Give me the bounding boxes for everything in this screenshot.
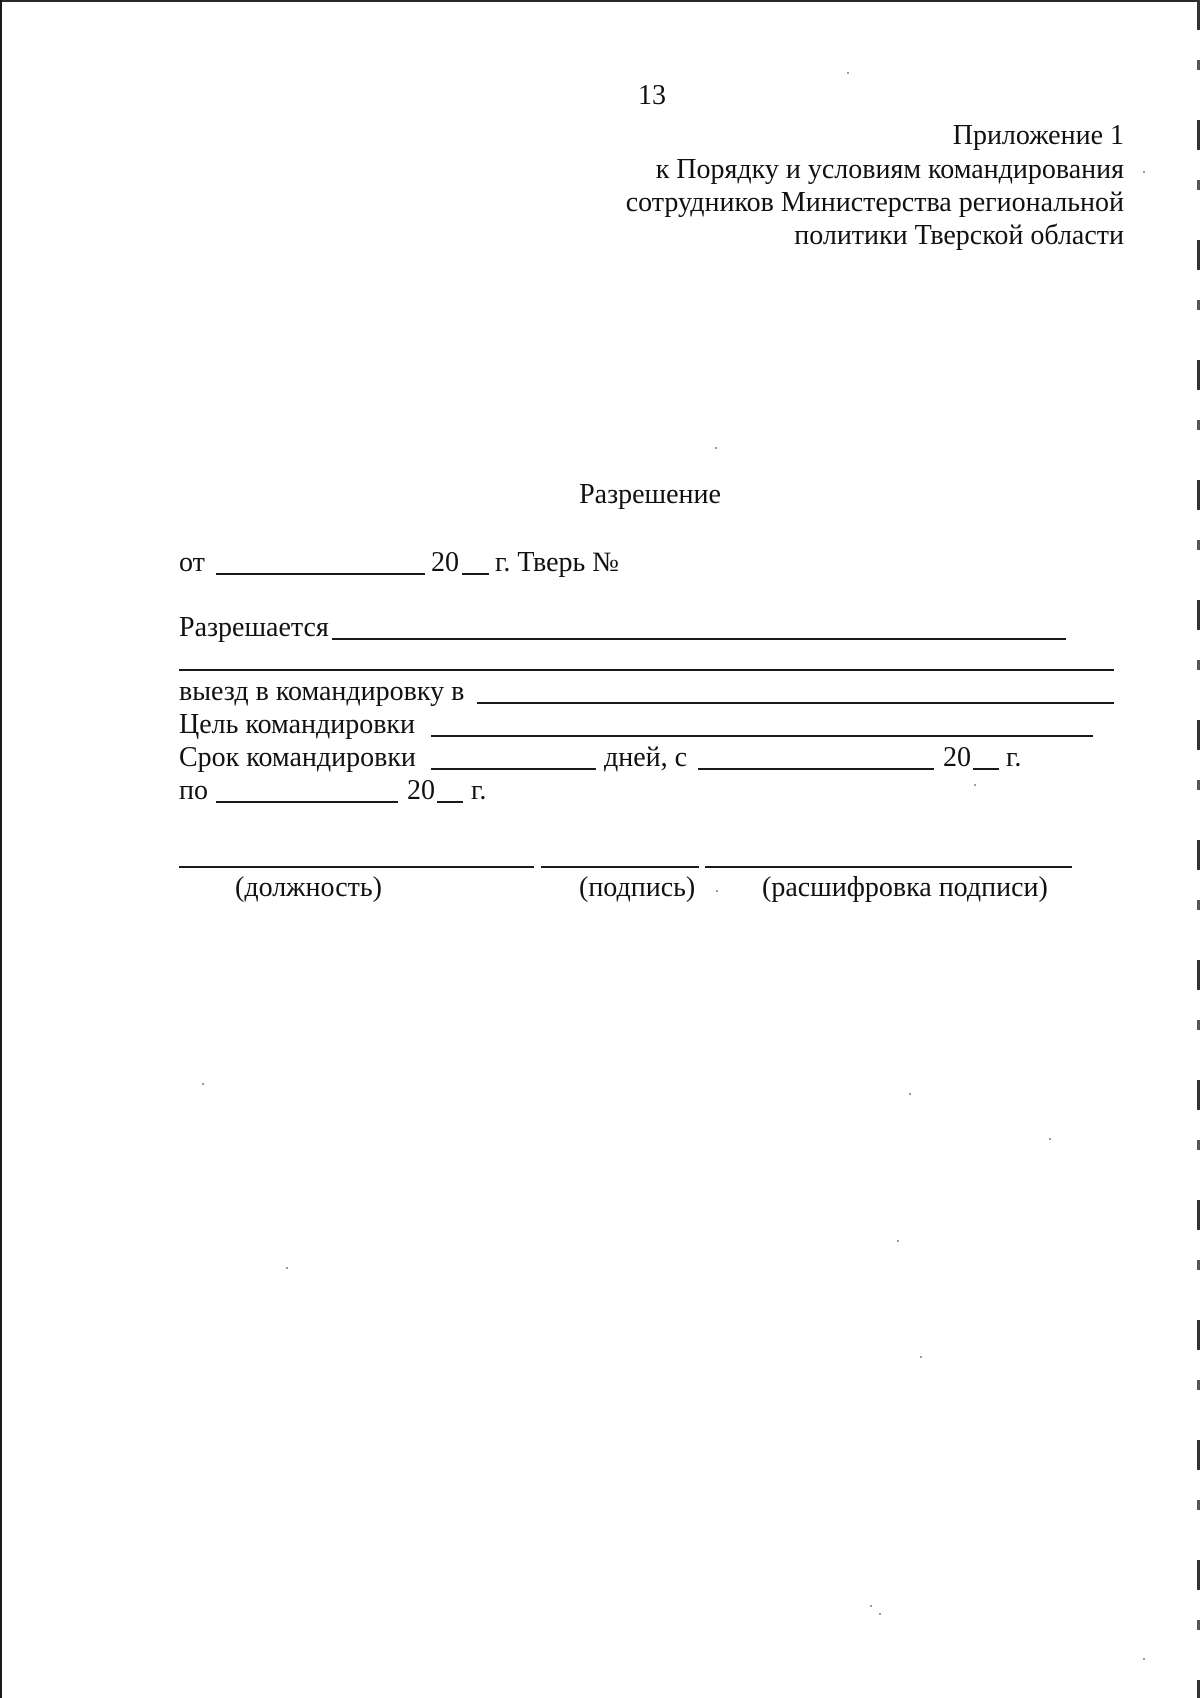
term-label: Срок командировки [179,742,416,773]
permitted-label: Разрешается [179,612,329,643]
start-year-suffix: г. [1006,742,1022,773]
purpose-field-line [431,735,1093,737]
scan-speck [1143,1658,1145,1660]
end-year-prefix: 20 [407,775,435,806]
scan-speck [1049,1138,1051,1140]
trip-destination-label: выезд в командировку в [179,676,465,707]
date-field-line [216,573,425,575]
signature-line [541,866,699,868]
scan-speck [202,1083,204,1085]
end-date-field-line [216,801,398,803]
year-field-line [462,573,489,575]
scan-speck [286,1267,288,1269]
decoding-caption: (расшифровка подписи) [762,872,1048,903]
start-year-field-line [973,768,999,770]
scan-speck [1143,171,1145,173]
document-title: Разрешение [579,479,721,510]
scan-speck [870,1605,872,1607]
scan-speck [715,447,717,449]
header-appendix: Приложение 1 [952,120,1124,151]
purpose-label: Цель командировки [179,709,416,740]
permitted-field-line [332,638,1066,640]
page-number: 13 [638,80,666,111]
scan-edge-top [0,0,1200,2]
header-employees: сотрудников Министерства региональной [625,187,1124,218]
from-label: от [179,547,205,578]
scan-speck [847,72,849,74]
city-number-label: г. Тверь № [495,547,620,578]
scan-speck [909,1093,911,1095]
end-year-field-line [437,801,463,803]
signature-caption: (подпись) [579,872,696,903]
start-date-field-line [698,768,934,770]
position-caption: (должность) [235,872,382,903]
scan-speck [879,1613,881,1615]
header-region: политики Тверской области [794,220,1124,251]
year-prefix: 20 [431,547,459,578]
scan-speck [974,784,976,786]
scan-edge-left [0,0,2,1698]
days-field-line [431,768,596,770]
end-year-suffix: г. [471,775,487,806]
scan-speck [897,1240,899,1242]
scan-speck [920,1356,922,1358]
header-order-ref: к Порядку и условиям командирования [655,154,1124,185]
scan-speck [716,890,718,892]
position-signature-line [179,866,534,868]
until-label: по [179,775,208,806]
start-year-prefix: 20 [943,742,971,773]
days-from-label: дней, с [604,742,688,773]
permitted-continuation-line [179,669,1114,671]
decoding-signature-line [705,866,1072,868]
destination-field-line [477,702,1114,704]
